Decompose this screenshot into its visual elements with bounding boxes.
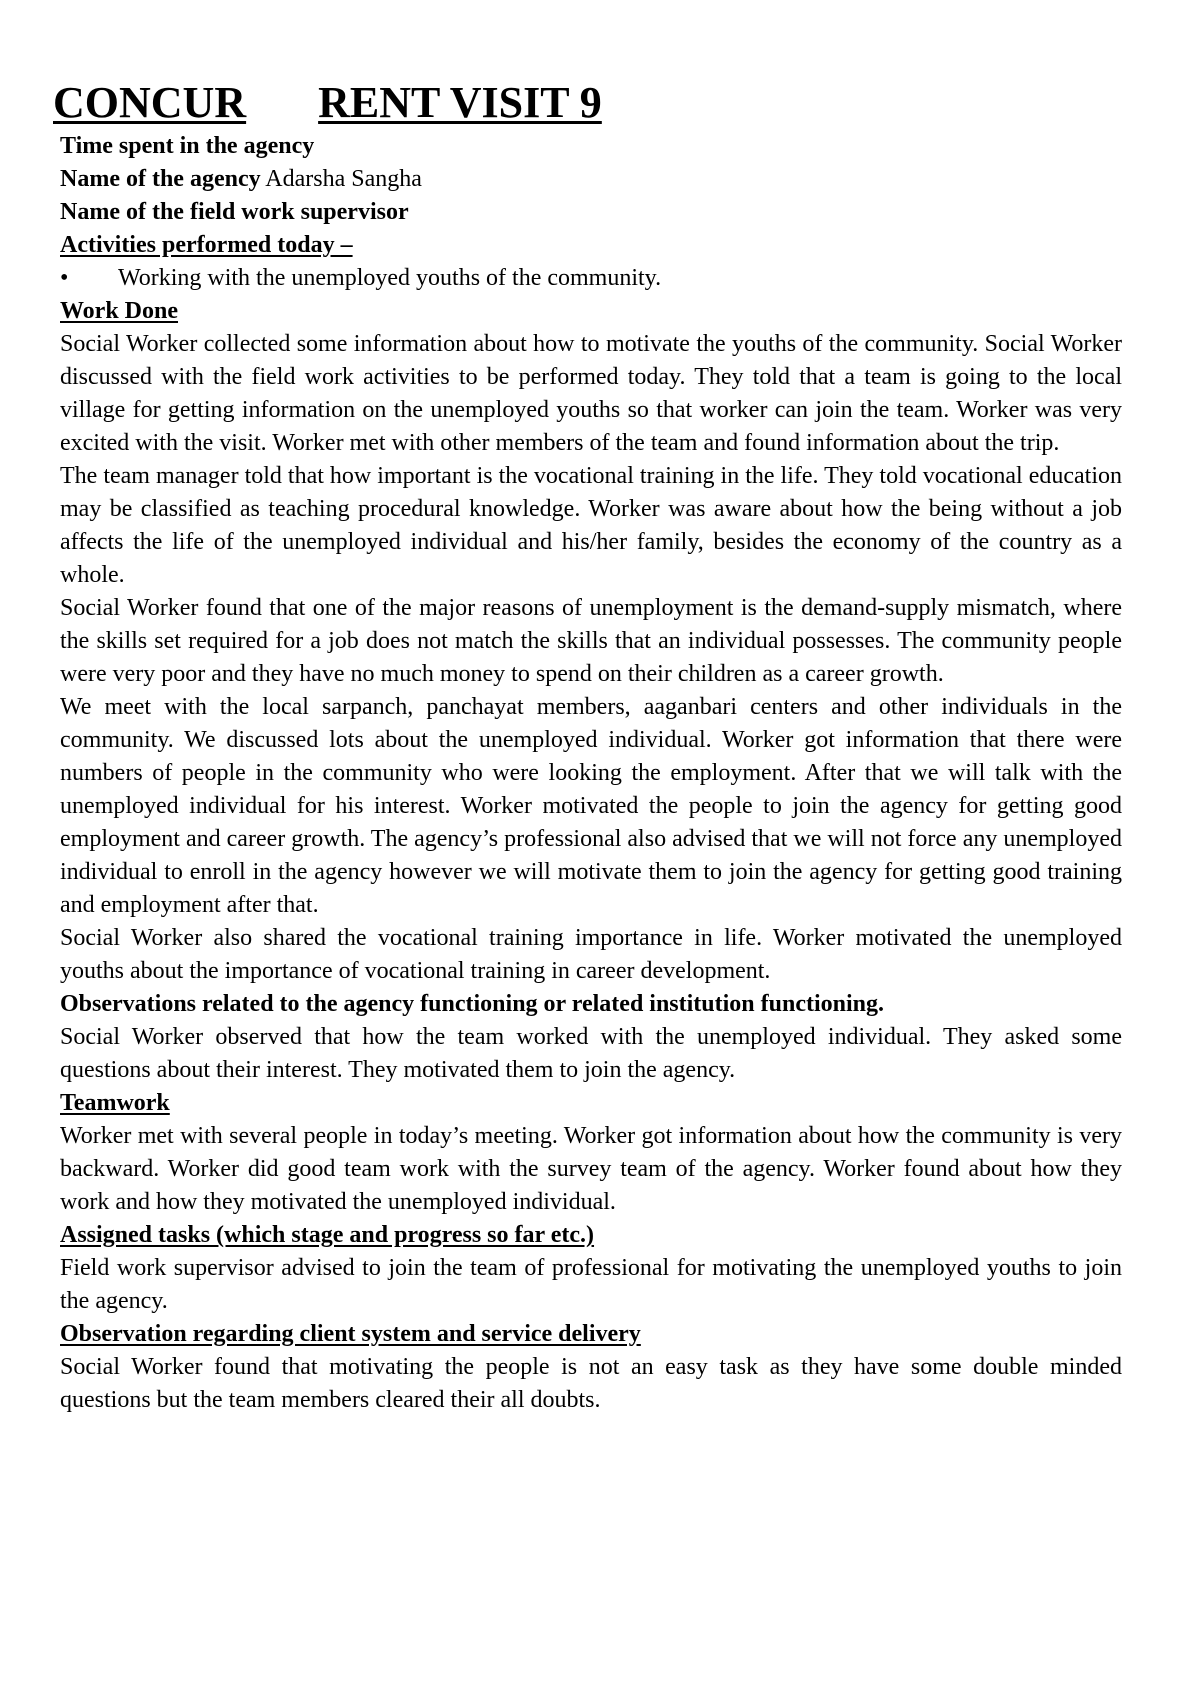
assigned-tasks-heading: Assigned tasks (which stage and progress so far etc.) <box>60 1222 595 1248</box>
assigned-tasks-text: Field work supervisor advised to join the team of professional for motivating the unemployed youths to join the agency. <box>60 1255 1122 1314</box>
observation-client-heading: Observation regarding client system and service delivery <box>60 1321 641 1347</box>
work-done-paragraph-1: Social Worker collected some information about how to motivate the youths of the community. Social Worker discussed with the field work activities to be performed today. They told that a team is going to the local village for getting information on the unemployed youths so that worker can join the team. Worker was very excited with the visit. Worker met with other members of the team and found information about the trip. <box>60 331 1122 456</box>
activities-heading: Activities performed today – <box>60 232 353 258</box>
teamwork-text: Worker met with several people in today’s meeting. Worker got information about how the community is very backward. Worker did good team work with the survey team of the agency. Worker found about how they work and how they motivated the unemployed individual. <box>60 1123 1122 1215</box>
field-label: Name of the agency <box>60 166 261 192</box>
list-item-text: Working with the unemployed youths of the community. <box>118 265 662 291</box>
title-part-2: RENT VISIT 9 <box>318 78 602 127</box>
field-value: Adarsha Sangha <box>260 166 422 192</box>
observations-agency-text: Social Worker observed that how the team worked with the unemployed individual. They asked some questions about their interest. They motivated them to join the agency. <box>60 1024 1122 1083</box>
bullet-icon: • <box>60 265 69 291</box>
observation-client-text: Social Worker found that motivating the people is not an easy task as they have some double minded questions but the team members cleared their all doubts. <box>60 1354 1122 1413</box>
field-label: Name of the field work supervisor <box>60 199 409 225</box>
work-done-paragraph-5: Social Worker also shared the vocational training importance in life. Worker motivated the unemployed youths about the importance of vocational training in career development. <box>60 925 1122 984</box>
work-done-paragraph-2: The team manager told that how important is the vocational training in the life. They told vocational education may be classified as teaching procedural knowledge. Worker was aware about how the being without a job affects the life of the unemployed individual and his/her family, besides the economy of the country as a whole. <box>60 463 1122 588</box>
field-label: Time spent in the agency <box>60 133 315 159</box>
field-agency-name <box>60 163 1122 196</box>
observations-agency-heading: Observations related to the agency functioning or related institution functioning. <box>60 991 885 1017</box>
work-done-paragraph-3: Social Worker found that one of the major reasons of unemployment is the demand-supply mismatch, where the skills set required for a job does not match the skills that an individual possesses. The community people were very poor and they have no much money to spend on their children as a career growth. <box>60 595 1122 687</box>
work-done-heading: Work Done <box>60 298 179 324</box>
title-part-1: CONCUR <box>53 78 247 127</box>
list-item <box>60 262 1122 295</box>
field-supervisor <box>60 196 1122 229</box>
page-title <box>53 76 1122 130</box>
work-done-paragraph-4: We meet with the local sarpanch, panchayat members, aaganbari centers and other individuals in the community. We discussed lots about the unemployed individual. Worker got information that there were numbers of people in the community who were looking the employment. After that we will talk with the unemployed individual for his interest. Worker motivated the people to join the agency for getting good employment and career growth. The agency’s professional also advised that we will not force any unemployed individual to enroll in the agency however we will motivate them to join the agency for getting good training and employment after that. <box>60 694 1122 918</box>
field-time-spent <box>60 130 1122 163</box>
teamwork-heading: Teamwork <box>60 1090 170 1116</box>
